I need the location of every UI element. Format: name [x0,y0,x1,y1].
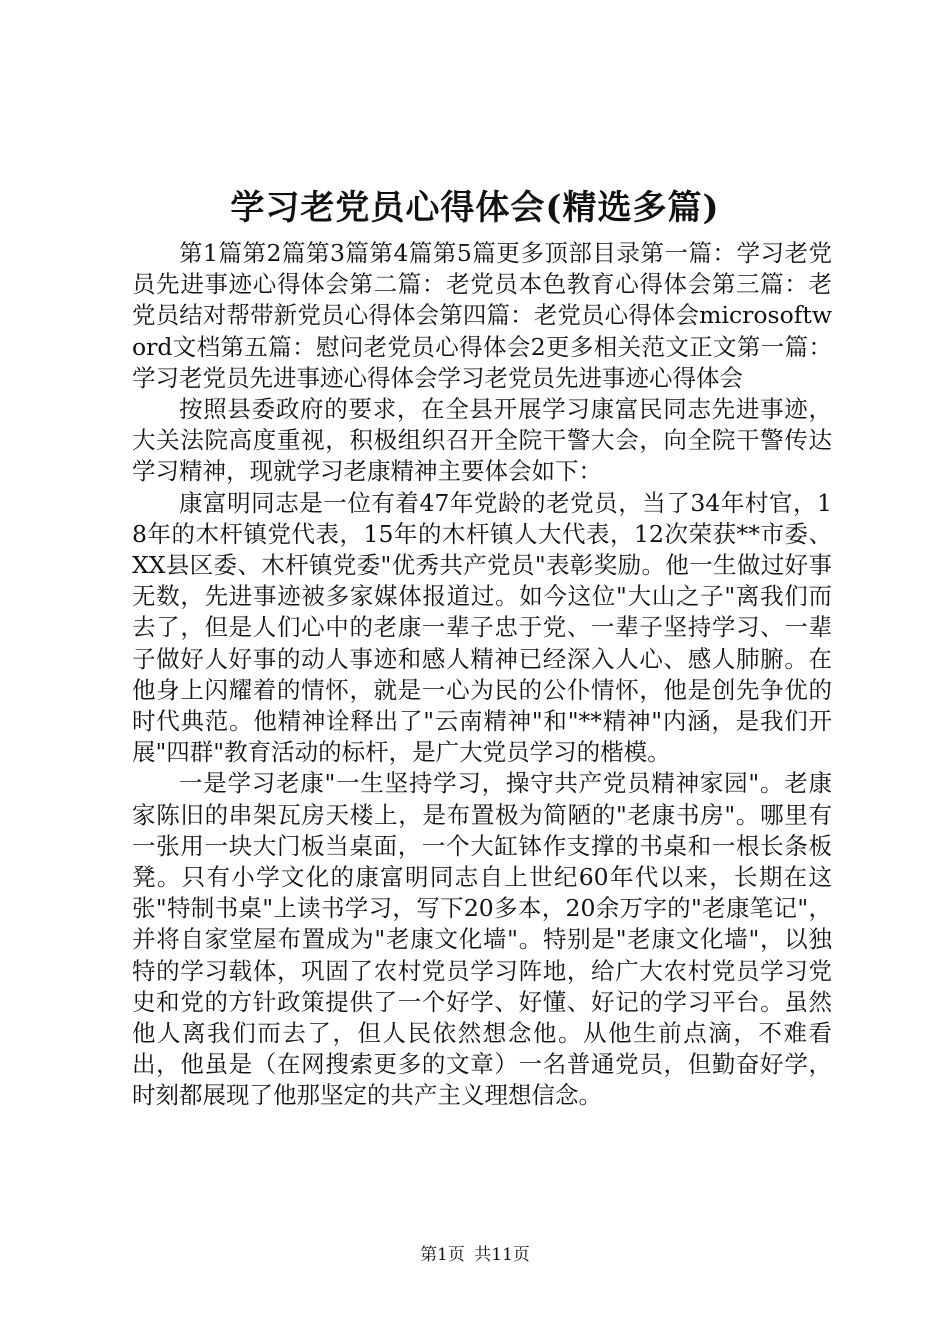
document-title: 学习老党员心得体会(精选多篇) [230,188,720,228]
paragraph-biography: 康富明同志是一位有着47年党龄的老党员，当了34年村官，18年的木杆镇党代表，15年的木杆镇人大代表，12次荣获**市委、XX县区委、木杆镇党委"优秀共产党员"表彰奖励。他一生做过好事无数，先进事迹被多家媒体报道过。如今这位"大山之子"离我们而去了，但是人们心中的老康一辈子忠于党、一辈子坚持学习、一辈子做好人好事的动人事迹和感人精神已经深入人心、感人肺腑。在他身上闪耀着的情怀，就是一心为民的公仆情怀，他是创先争优的时代典范。他精神诠释出了"云南精神"和"**精神"内涵，是我们开展"四群"教育活动的标杆，是广大党员学习的楷模。 [132,488,832,767]
paragraph-table-of-contents: 第1篇第2篇第3篇第4篇第5篇更多顶部目录第一篇：学习老党员先进事迹心得体会第二篇：老党员本色教育心得体会第三篇：老党员结对帮带新党员心得体会第四篇：老党员心得体会microsoftword文档第五篇：慰问老党员心得体会2更多相关范文正文第一篇：学习老党员先进事迹心得体会学习老党员先进事迹心得体会 [132,239,832,392]
paragraph-lesson-one: 一是学习老康"一生坚持学习，操守共产党员精神家园"。老康家陈旧的串架瓦房天楼上，是布置极为简陋的"老康书房"。哪里有一张用一块大门板当桌面，一个大缸钵作支撑的书桌和一根长条板凳。只有小学文化的康富明同志自上世纪60年代以来，长期在这张"特制书桌"上读书学习，写下20多本，20余万字的"老康笔记"，并将自家堂屋布置成为"老康文化墙"。特别是"老康文化墙"，以独特的学习载体，巩固了农村党员学习阵地，给广大农村党员学习党史和党的方针政策提供了一个好学、好懂、好记的学习平台。虽然他人离我们而去了，但人民依然想念他。从他生前点滴，不难看出，他虽是（在网搜索更多的文章）一名普通党员，但勤奋好学，时刻都展现了他那坚定的共产主义理想信念。 [132,769,832,1110]
page-number-footer: 第1页 共11页 [420,1245,530,1265]
paragraph-intro: 按照县委政府的要求，在全县开展学习康富民同志先进事迹，大关法院高度重视，积极组织召开全院干警大会，向全院干警传达学习精神，现就学习老康精神主要体会如下： [132,395,832,486]
document-body [132,238,832,1112]
